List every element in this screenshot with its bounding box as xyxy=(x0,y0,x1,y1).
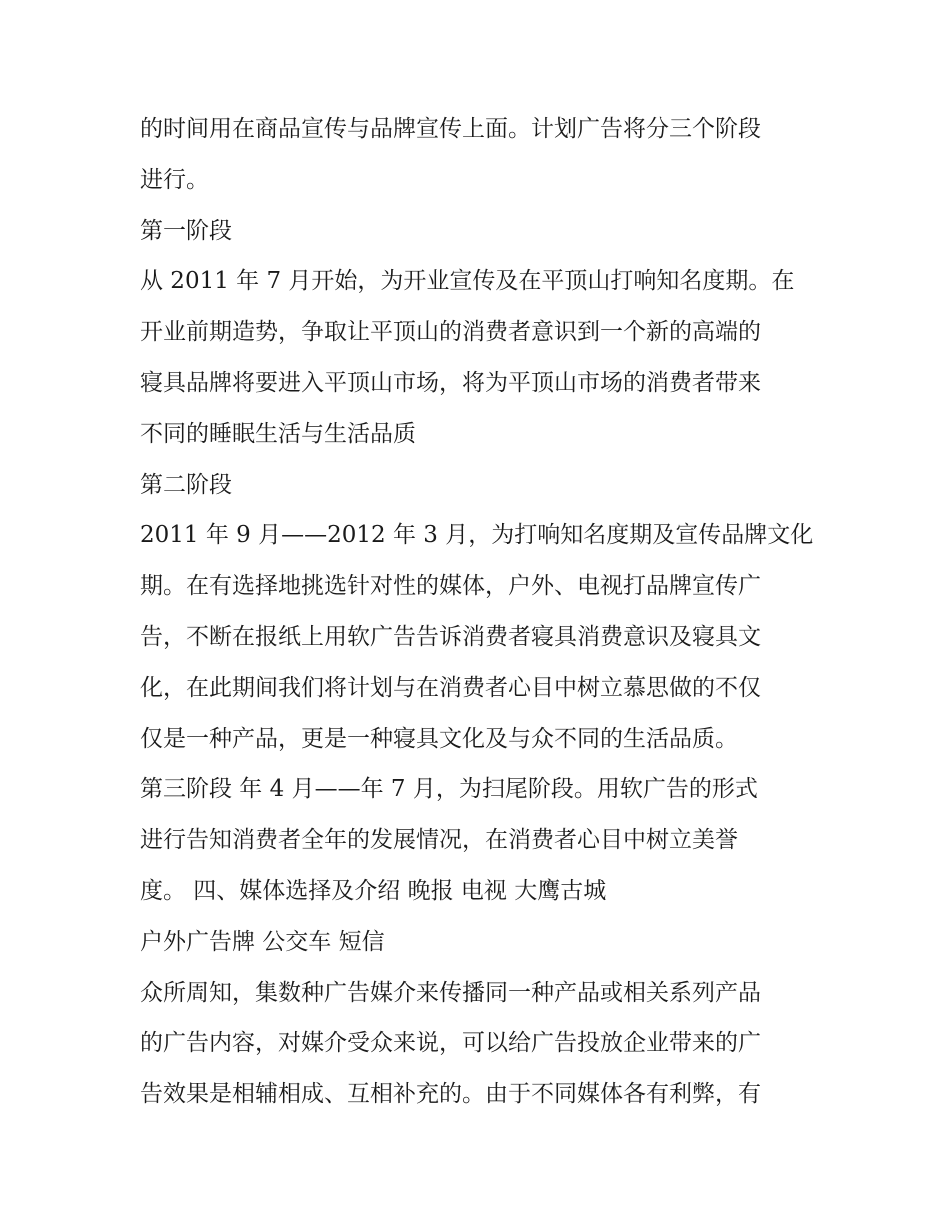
paragraph-line: 从 2011 年 7 月开始，为开业宣传及在平顶山打响知名度期。在 xyxy=(140,268,795,295)
paragraph-line: 2011 年 9 月——2012 年 3 月，为打响知名度期及宣传品牌文化 xyxy=(140,522,814,549)
paragraph-line: 期。在有选择地挑选针对性的媒体，户外、电视打品牌宣传广 xyxy=(140,573,761,600)
paragraph-line: 化，在此期间我们将计划与在消费者心目中树立慕思做的不仅 xyxy=(140,674,761,701)
paragraph-line: 进行告知消费者全年的发展情况，在消费者心目中树立美誉 xyxy=(140,827,738,854)
paragraph-line: 不同的睡眠生活与生活品质 xyxy=(140,420,416,447)
paragraph-line: 众所周知，集数种广告媒介来传播同一种产品或相关系列产品 xyxy=(140,979,761,1006)
paragraph-line: 告，不断在报纸上用软广告告诉消费者寝具消费意识及寝具文 xyxy=(140,623,761,650)
paragraph-line: 度。 四、媒体选择及介绍 晚报 电视 大鹰古城 xyxy=(140,877,607,904)
paragraph-line: 的时间用在商品宣传与品牌宣传上面。计划广告将分三个阶段 xyxy=(140,116,761,142)
paragraph-line: 进行。 xyxy=(140,166,209,193)
paragraph-line: 仅是一种产品，更是一种寝具文化及与众不同的生活品质。 xyxy=(140,725,738,752)
paragraph-line: 告效果是相辅相成、互相补充的。由于不同媒体各有利弊，有 xyxy=(140,1081,761,1108)
section-heading-phase-2: 第二阶段 xyxy=(140,471,232,498)
document-body xyxy=(140,104,820,1120)
paragraph-line: 的广告内容，对媒介受众来说，可以给广告投放企业带来的广 xyxy=(140,1030,761,1057)
media-list-line: 户外广告牌 公交车 短信 xyxy=(140,928,385,955)
section-heading-phase-3: 第三阶段 年 4 月——年 7 月，为扫尾阶段。用软广告的形式 xyxy=(140,776,758,803)
section-heading-phase-1: 第一阶段 xyxy=(140,217,232,244)
paragraph-line: 开业前期造势，争取让平顶山的消费者意识到一个新的高端的 xyxy=(140,319,761,346)
paragraph-line: 寝具品牌将要进入平顶山市场，将为平顶山市场的消费者带来 xyxy=(140,369,761,396)
